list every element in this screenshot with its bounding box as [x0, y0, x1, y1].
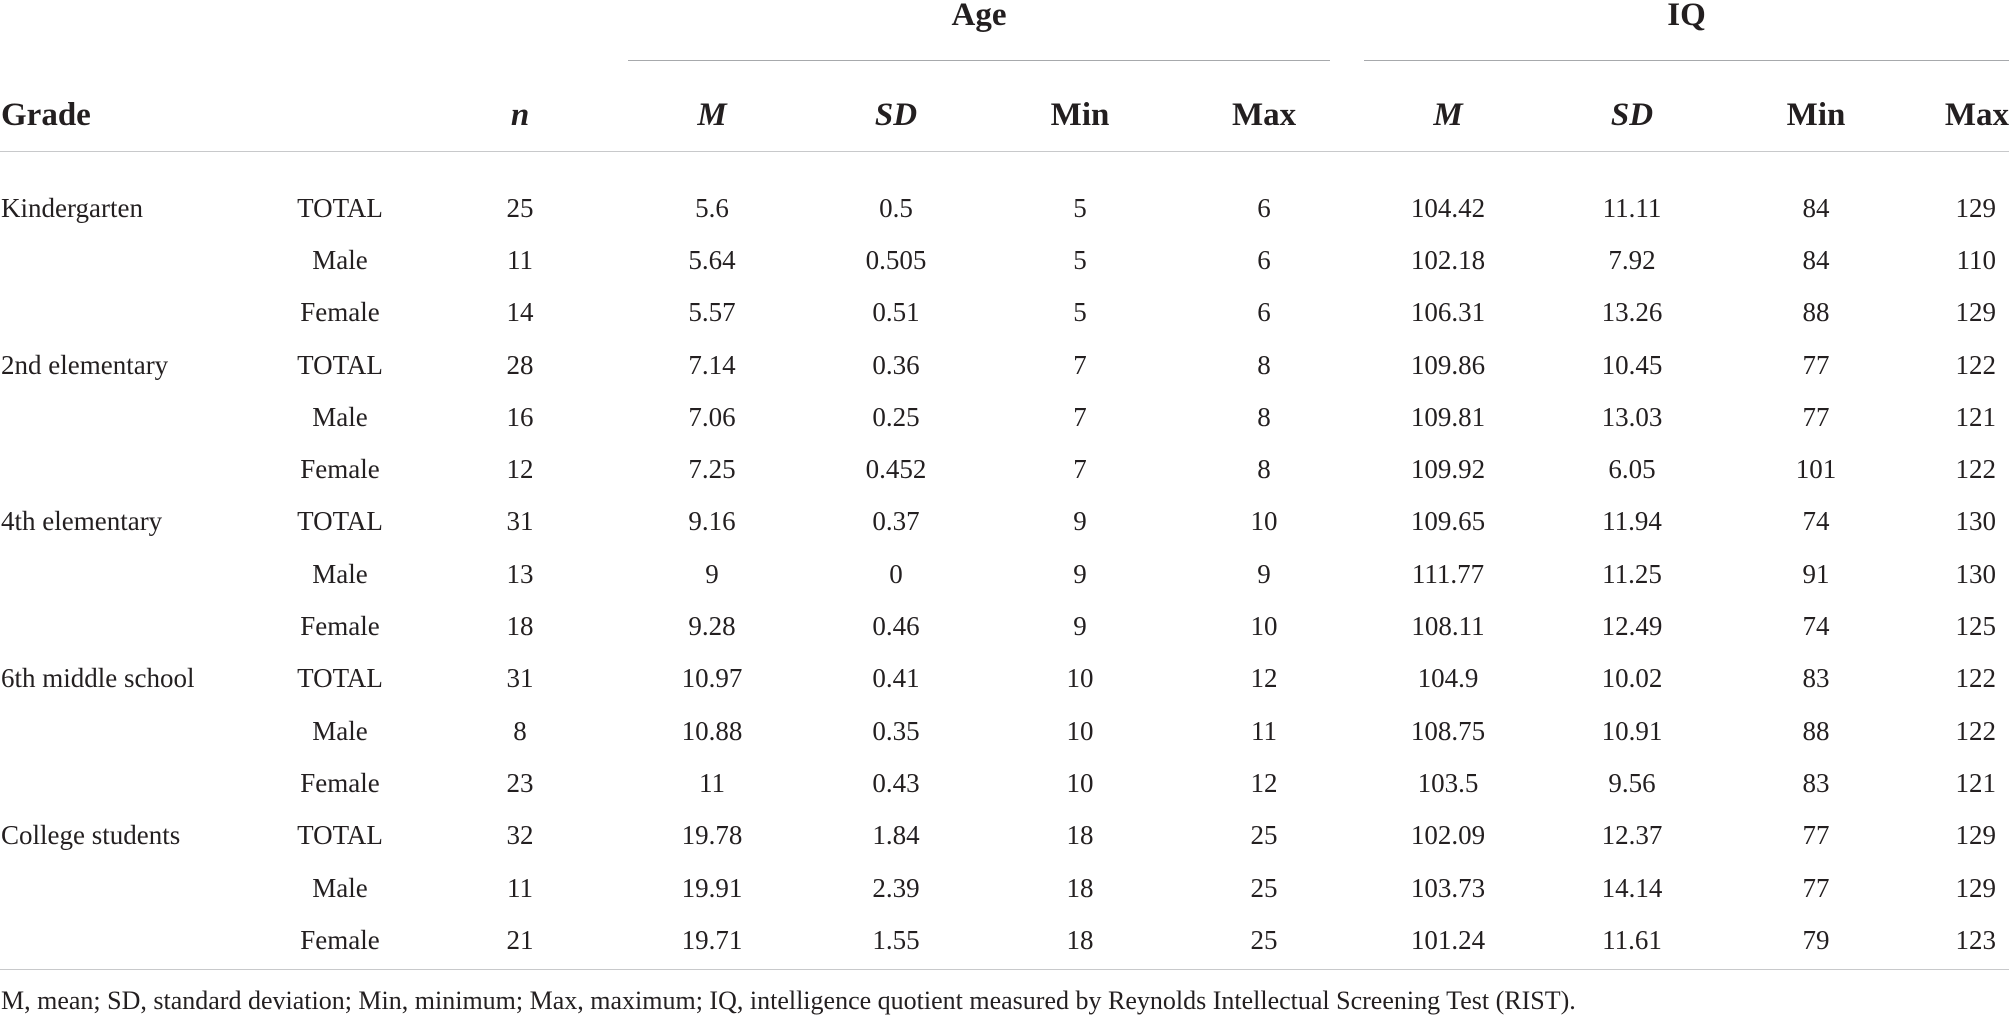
table-body — [0, 182, 2009, 966]
grade-cell: 4th elementary — [1, 506, 163, 537]
group-cell: Male — [312, 244, 368, 275]
table-row — [0, 705, 2009, 757]
table-row — [0, 443, 2009, 495]
age-sd-cell: 0.37 — [872, 506, 920, 537]
grade-cell: College students — [1, 820, 181, 851]
iq-max-cell: 122 — [1955, 715, 1997, 746]
iq-sd-cell: 7.92 — [1608, 244, 1656, 275]
age-max-cell: 8 — [1257, 401, 1271, 432]
iq-max-cell: 122 — [1955, 349, 1997, 380]
age-min-cell: 7 — [1073, 454, 1087, 485]
age-mean-cell: 5.6 — [695, 192, 729, 223]
age-min-cell: 10 — [1066, 767, 1094, 798]
group-cell: TOTAL — [297, 663, 383, 694]
table-header — [0, 82, 2009, 182]
iq-min-cell: 88 — [1802, 715, 1830, 746]
grade-cell — [0, 600, 260, 652]
iq-min-cell: 77 — [1802, 872, 1830, 903]
group-cell: Male — [312, 715, 368, 746]
iq-sd-cell: 9.56 — [1608, 767, 1656, 798]
age-sd-cell: 0.51 — [872, 297, 920, 328]
iq-min-cell: 79 — [1802, 924, 1830, 955]
grade-cell — [0, 443, 260, 495]
table-row — [0, 339, 2009, 391]
age-min-cell: 5 — [1073, 244, 1087, 275]
iq-group-header: IQ — [1667, 0, 1706, 33]
iq-sd-cell: 13.26 — [1601, 297, 1663, 328]
age-max-cell: 6 — [1257, 297, 1271, 328]
age-sd-cell: 0.43 — [872, 767, 920, 798]
grade-column-header: Grade — [1, 96, 91, 133]
age-mean-cell: 5.64 — [688, 244, 736, 275]
table-row — [0, 653, 2009, 705]
age-sd-cell: 0.5 — [879, 192, 913, 223]
iq-max-cell: 121 — [1955, 401, 1997, 432]
iq-max-cell: 129 — [1955, 297, 1997, 328]
iq-sd-cell: 13.03 — [1601, 401, 1663, 432]
table-footnote: M, mean; SD, standard deviation; Min, minimum; Max, maximum; IQ, intelligence quotient measured by Reynolds Intellectual Screening Test (RIST). — [1, 986, 1576, 1015]
n-cell: 23 — [506, 767, 534, 798]
group-cell: TOTAL — [297, 820, 383, 851]
iq-min-cell: 88 — [1802, 297, 1830, 328]
table-row — [0, 862, 2009, 914]
age-min-cell: 7 — [1073, 349, 1087, 380]
group-cell: TOTAL — [297, 349, 383, 380]
iq-sd-cell: 12.37 — [1601, 820, 1663, 851]
age-min-cell: 9 — [1073, 506, 1087, 537]
group-cell: Female — [300, 611, 380, 642]
iq-mean-cell: 108.75 — [1410, 715, 1486, 746]
n-cell: 18 — [506, 611, 534, 642]
iq-max-cell: 121 — [1955, 767, 1997, 798]
iq-min-column-header: Min — [1786, 96, 1846, 133]
age-min-cell: 10 — [1066, 663, 1094, 694]
age-min-cell: 9 — [1073, 611, 1087, 642]
table-row — [0, 548, 2009, 600]
group-cell: Male — [312, 558, 368, 589]
table-row — [0, 496, 2009, 548]
n-cell: 13 — [506, 558, 534, 589]
age-min-cell: 18 — [1066, 820, 1094, 851]
table-row — [0, 391, 2009, 443]
iq-mean-cell: 104.9 — [1417, 663, 1479, 694]
age-mean-column-header: M — [697, 96, 727, 133]
iq-min-cell: 83 — [1802, 663, 1830, 694]
n-cell: 31 — [506, 506, 534, 537]
age-mean-cell: 7.14 — [688, 349, 736, 380]
iq-mean-cell: 106.31 — [1410, 297, 1486, 328]
grade-cell — [0, 862, 260, 914]
iq-sd-cell: 6.05 — [1608, 454, 1656, 485]
table-row — [0, 287, 2009, 339]
table-row — [0, 810, 2009, 862]
age-mean-cell: 5.57 — [688, 297, 736, 328]
n-cell: 32 — [506, 820, 534, 851]
group-cell: Female — [300, 924, 380, 955]
age-sd-cell: 0.505 — [865, 244, 927, 275]
iq-max-column-header: Max — [1944, 96, 2009, 133]
age-mean-cell: 19.71 — [681, 924, 743, 955]
grade-cell — [0, 914, 260, 966]
grade-cell: 2nd elementary — [1, 349, 169, 380]
iq-max-cell: 129 — [1955, 820, 1997, 851]
grade-cell — [0, 548, 260, 600]
table-row — [0, 757, 2009, 809]
iq-mean-cell: 109.65 — [1410, 506, 1486, 537]
iq-sd-cell: 10.02 — [1601, 663, 1663, 694]
n-column-header: n — [510, 96, 530, 133]
group-cell: Female — [300, 454, 380, 485]
age-sd-cell: 2.39 — [872, 872, 920, 903]
age-min-column-header: Min — [1050, 96, 1110, 133]
iq-min-cell: 74 — [1802, 611, 1830, 642]
iq-max-cell: 122 — [1955, 663, 1997, 694]
age-sd-cell: 1.84 — [872, 820, 920, 851]
age-sd-cell: 1.55 — [872, 924, 920, 955]
age-sd-cell: 0 — [889, 558, 903, 589]
age-mean-cell: 11 — [699, 767, 726, 798]
iq-mean-cell: 108.11 — [1411, 611, 1485, 642]
iq-min-cell: 74 — [1802, 506, 1830, 537]
n-cell: 31 — [506, 663, 534, 694]
table-bottom-rule — [0, 969, 2009, 970]
age-min-cell: 18 — [1066, 872, 1094, 903]
age-max-cell: 6 — [1257, 244, 1271, 275]
iq-mean-cell: 109.86 — [1410, 349, 1486, 380]
age-min-cell: 5 — [1073, 192, 1087, 223]
n-cell: 14 — [506, 297, 534, 328]
iq-sd-cell: 11.61 — [1602, 924, 1662, 955]
grade-cell — [0, 234, 260, 286]
iq-min-cell: 77 — [1802, 401, 1830, 432]
age-sd-cell: 0.41 — [872, 663, 920, 694]
age-max-cell: 8 — [1257, 349, 1271, 380]
column-header-row — [0, 82, 2009, 148]
iq-min-cell: 84 — [1802, 244, 1830, 275]
table-row — [0, 234, 2009, 286]
age-mean-cell: 19.78 — [681, 820, 743, 851]
grade-cell — [0, 705, 260, 757]
age-mean-cell: 9.16 — [688, 506, 736, 537]
iq-mean-cell: 102.09 — [1410, 820, 1486, 851]
grade-cell: 6th middle school — [1, 663, 195, 694]
iq-sd-column-header: SD — [1610, 96, 1654, 133]
iq-min-cell: 91 — [1802, 558, 1830, 589]
group-cell: TOTAL — [297, 506, 383, 537]
n-cell: 11 — [507, 244, 534, 275]
table-row — [0, 914, 2009, 966]
group-cell: Male — [312, 872, 368, 903]
iq-mean-cell: 103.5 — [1417, 767, 1479, 798]
age-max-cell: 12 — [1250, 767, 1278, 798]
iq-mean-column-header: M — [1433, 96, 1463, 133]
iq-mean-cell: 104.42 — [1410, 192, 1486, 223]
iq-sd-cell: 11.94 — [1602, 506, 1662, 537]
age-max-cell: 9 — [1257, 558, 1271, 589]
group-cell: Female — [300, 767, 380, 798]
iq-sd-cell: 10.91 — [1601, 715, 1663, 746]
age-sd-cell: 0.25 — [872, 401, 920, 432]
iq-min-cell: 77 — [1802, 820, 1830, 851]
table-row — [0, 600, 2009, 652]
iq-sd-cell: 10.45 — [1601, 349, 1663, 380]
iq-mean-cell: 111.77 — [1411, 558, 1485, 589]
age-max-cell: 10 — [1250, 506, 1278, 537]
age-max-cell: 25 — [1250, 820, 1278, 851]
iq-min-cell: 77 — [1802, 349, 1830, 380]
age-group-rule — [628, 60, 1330, 61]
age-min-cell: 18 — [1066, 924, 1094, 955]
grade-cell — [0, 757, 260, 809]
iq-max-cell: 122 — [1955, 454, 1997, 485]
data-table — [0, 82, 2009, 966]
age-max-cell: 10 — [1250, 611, 1278, 642]
age-mean-cell: 10.88 — [681, 715, 743, 746]
iq-max-cell: 110 — [1956, 244, 1997, 275]
iq-max-cell: 129 — [1955, 872, 1997, 903]
group-cell: TOTAL — [297, 192, 383, 223]
age-max-cell: 11 — [1251, 715, 1278, 746]
age-group-header: Age — [951, 0, 1007, 33]
age-sd-cell: 0.452 — [865, 454, 927, 485]
iq-mean-cell: 101.24 — [1410, 924, 1486, 955]
age-max-cell: 25 — [1250, 872, 1278, 903]
iq-min-cell: 101 — [1795, 454, 1837, 485]
table-row — [0, 182, 2009, 234]
age-max-cell: 6 — [1257, 192, 1271, 223]
age-mean-cell: 7.25 — [688, 454, 736, 485]
age-sd-cell: 0.35 — [872, 715, 920, 746]
age-mean-cell: 9.28 — [688, 611, 736, 642]
age-max-cell: 8 — [1257, 454, 1271, 485]
age-sd-cell: 0.46 — [872, 611, 920, 642]
iq-max-cell: 130 — [1955, 506, 1997, 537]
iq-min-cell: 84 — [1802, 192, 1830, 223]
age-mean-cell: 9 — [705, 558, 719, 589]
n-cell: 11 — [507, 872, 534, 903]
n-cell: 25 — [506, 192, 534, 223]
iq-max-cell: 130 — [1955, 558, 1997, 589]
age-min-cell: 7 — [1073, 401, 1087, 432]
age-sd-column-header: SD — [874, 96, 918, 133]
n-cell: 21 — [506, 924, 534, 955]
grade-cell — [0, 391, 260, 443]
iq-mean-cell: 103.73 — [1410, 872, 1486, 903]
age-min-cell: 10 — [1066, 715, 1094, 746]
n-cell: 28 — [506, 349, 534, 380]
age-min-cell: 5 — [1073, 297, 1087, 328]
age-max-column-header: Max — [1231, 96, 1297, 133]
group-cell: Female — [300, 297, 380, 328]
n-cell: 12 — [506, 454, 534, 485]
age-mean-cell: 19.91 — [681, 872, 743, 903]
iq-max-cell: 129 — [1955, 192, 1997, 223]
iq-min-cell: 83 — [1802, 767, 1830, 798]
grade-cell — [0, 287, 260, 339]
age-mean-cell: 7.06 — [688, 401, 736, 432]
iq-max-cell: 125 — [1955, 611, 1997, 642]
n-cell: 8 — [513, 715, 527, 746]
group-cell: Male — [312, 401, 368, 432]
iq-group-rule — [1364, 60, 2009, 61]
age-mean-cell: 10.97 — [681, 663, 743, 694]
iq-sd-cell: 11.25 — [1602, 558, 1662, 589]
age-max-cell: 12 — [1250, 663, 1278, 694]
age-min-cell: 9 — [1073, 558, 1087, 589]
age-max-cell: 25 — [1250, 924, 1278, 955]
iq-sd-cell: 12.49 — [1601, 611, 1663, 642]
iq-max-cell: 123 — [1955, 924, 1997, 955]
age-sd-cell: 0.36 — [872, 349, 920, 380]
iq-mean-cell: 102.18 — [1410, 244, 1486, 275]
iq-mean-cell: 109.81 — [1410, 401, 1486, 432]
iq-sd-cell: 14.14 — [1601, 872, 1663, 903]
iq-sd-cell: 11.11 — [1602, 192, 1662, 223]
grade-cell: Kindergarten — [1, 192, 143, 223]
n-cell: 16 — [506, 401, 534, 432]
iq-mean-cell: 109.92 — [1410, 454, 1486, 485]
